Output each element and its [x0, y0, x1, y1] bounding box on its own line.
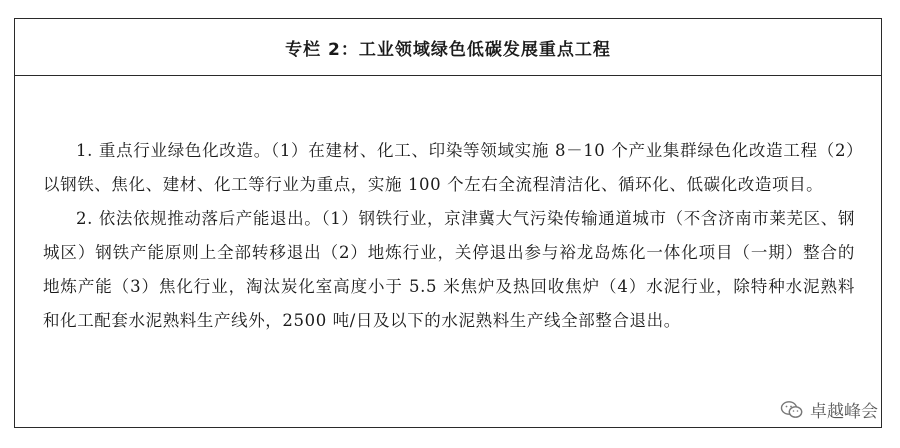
box-content [15, 76, 881, 338]
policy-box [14, 18, 882, 428]
watermark-text: 卓越峰会 [810, 402, 878, 422]
watermark [780, 397, 878, 422]
box-header [15, 19, 881, 76]
box-title: 专栏 2：工业领域绿色低碳发展重点工程 [285, 39, 611, 60]
paragraph-1: 1. 重点行业绿色化改造。（1）在建材、化工、印染等领域实施 8－10 个产业集群绿色化改造工程（2）以钢铁、焦化、建材、化工等行业为重点，实施 100 个左右全流程清洁化、循环化、低碳化改造项目。 [43, 141, 855, 194]
wechat-icon [780, 400, 804, 420]
paragraph-2: 2. 依法依规推动落后产能退出。（1）钢铁行业，京津冀大气污染传输通道城市（不含济南市莱芜区、钢城区）钢铁产能原则上全部转移退出（2）地炼行业，关停退出参与裕龙岛炼化一体化项目（一期）整合的地炼产能（3）焦化行业，淘汰炭化室高度小于 5.5 米焦炉及热回收焦炉（4）水泥行业，除特种水泥熟料和化工配套水泥熟料生产线外，2500 吨/日及以下的水泥熟料生产线全部整合退出。 [43, 209, 855, 330]
